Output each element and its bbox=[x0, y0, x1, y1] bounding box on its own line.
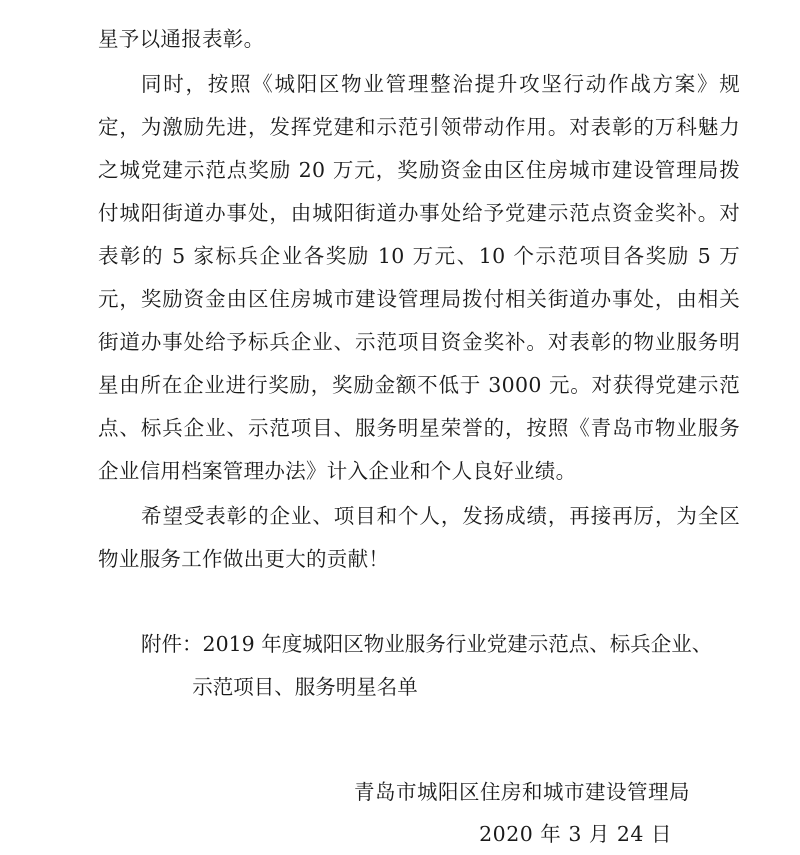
attachment-line-1: 附件：2019 年度城阳区物业服务行业党建示范点、标兵企业、 bbox=[141, 632, 713, 656]
paragraph-incentive-policy: 同时，按照《城阳区物业管理整治提升攻坚行动作战方案》规定，为激励先进，发挥党建和示范引领带动作用。对表彰的万科魅力之城党建示范点奖励 20 万元，奖励资金由区住房城市建设管理局拨付城阳街道办事处，由城阳街道办事处给予党建示范点资金奖补。对表彰的 5 家标兵企业各奖励 10 万元、10 个示范项目各奖励 5 万元，奖励资金由区住房城市建设管理局拨付相关街道办事处，由相关街道办事处给予标兵企业、示范项目资金奖补。对表彰的物业服务明星由所在企业进行奖励，奖励金额不低于 3000 元。对获得党建示范点、标兵企业、示范项目、服务明星荣誉的，按照《青岛市物业服务企业信用档案管理办法》计入企业和个人良好业绩。 bbox=[98, 72, 740, 483]
signature-block bbox=[98, 771, 740, 855]
paragraph-continuation: 星予以通报表彰。 bbox=[98, 27, 265, 51]
paragraph-closing-hope: 希望受表彰的企业、项目和个人，发扬成绩，再接再厉，为全区物业服务工作做出更大的贡献！ bbox=[98, 504, 740, 571]
issuing-organization: 青岛市城阳区住房和城市建设管理局 bbox=[354, 780, 690, 804]
attachment-section bbox=[98, 623, 740, 709]
issue-date: 2020 年 3 月 24 日 bbox=[479, 822, 672, 846]
attachment-line-2: 示范项目、服务明星名单 bbox=[192, 675, 418, 699]
